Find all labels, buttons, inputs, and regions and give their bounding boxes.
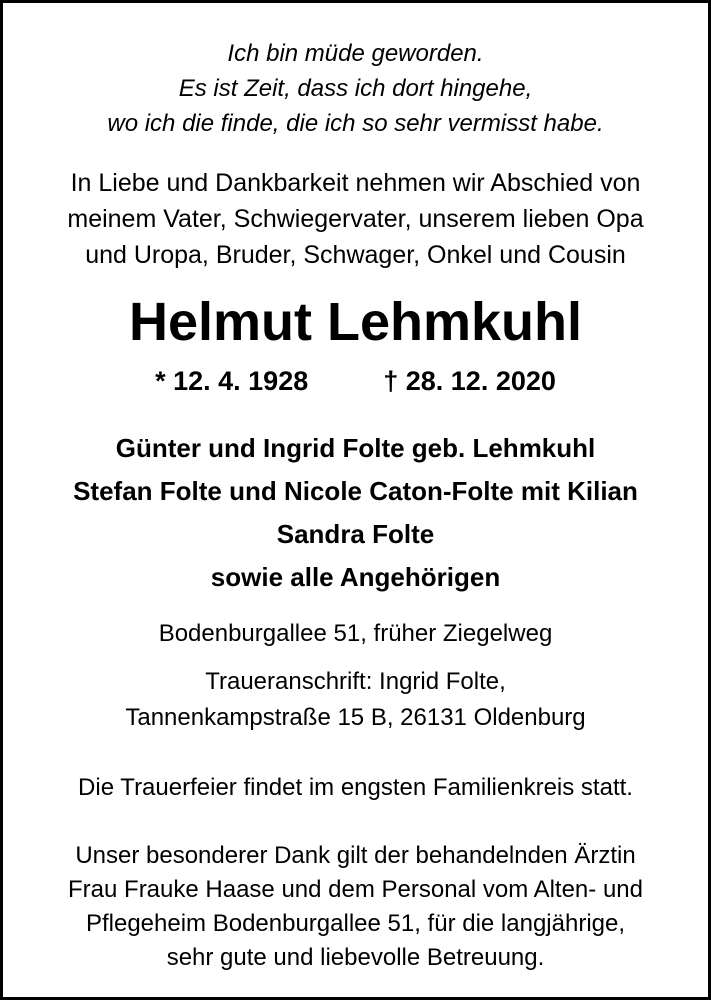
- thanks-paragraph: [3, 839, 708, 975]
- condolence-line: Tannenkampstraße 15 B, 26131 Oldenburg: [125, 704, 586, 731]
- thanks-line: sehr gute und liebevolle Betreuung.: [166, 944, 545, 971]
- intro-paragraph: [3, 165, 708, 273]
- home-address: Bodenburgallee 51, früher Ziegelweg: [158, 620, 553, 647]
- life-dates: [3, 366, 708, 397]
- condolence-address: [3, 664, 708, 736]
- mourners-list: [3, 427, 708, 599]
- mourner-line: Stefan Folte und Nicole Caton-Folte mit Kilian: [73, 476, 638, 506]
- death-date: † 28. 12. 2020: [383, 366, 556, 396]
- mourner-line: sowie alle Angehörigen: [210, 562, 501, 592]
- intro-line: und Uropa, Bruder, Schwager, Onkel und Cousin: [85, 241, 626, 269]
- mourner-line: Günter und Ingrid Folte geb. Lehmkuhl: [115, 433, 596, 463]
- deceased-name: Helmut Lehmkuhl: [128, 292, 583, 352]
- epigraph-line: Ich bin müde geworden.: [227, 40, 484, 67]
- funeral-notice: Die Trauerfeier findet im engsten Familienkreis statt.: [78, 774, 633, 801]
- epigraph: [3, 36, 708, 141]
- condolence-line: Traueranschrift: Ingrid Folte,: [205, 668, 506, 695]
- thanks-line: Frau Frauke Haase und dem Personal vom Alten- und: [68, 876, 643, 903]
- epigraph-line: wo ich die finde, die ich so sehr vermisst habe.: [107, 110, 604, 137]
- intro-line: In Liebe und Dankbarkeit nehmen wir Abschied von: [70, 169, 641, 197]
- thanks-line: Pflegeheim Bodenburgallee 51, für die langjährige,: [85, 910, 626, 937]
- birth-date: * 12. 4. 1928: [155, 366, 309, 396]
- mourner-line: Sandra Folte: [276, 519, 435, 549]
- intro-line: meinem Vater, Schwiegervater, unserem lieben Opa: [67, 205, 644, 233]
- thanks-line: Unser besonderer Dank gilt der behandelnden Ärztin: [75, 842, 636, 869]
- epigraph-line: Es ist Zeit, dass ich dort hingehe,: [178, 75, 533, 102]
